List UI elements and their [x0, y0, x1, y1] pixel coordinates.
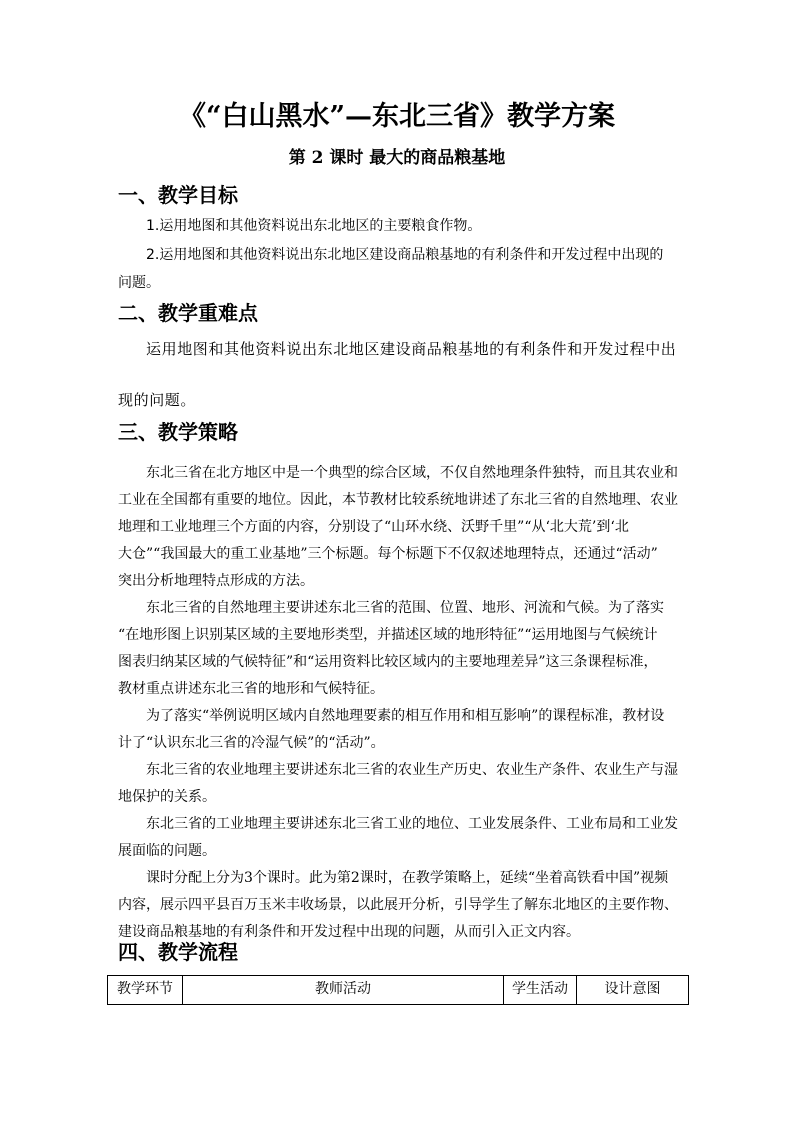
paragraph-line: 计了“认识东北三省的冷湿气候”的“活动”。: [118, 735, 385, 751]
header-cell-student-activity: 学生活动: [504, 976, 577, 1005]
paragraph-line: 问题。: [118, 275, 160, 291]
paragraph-line: 为了落实“举例说明区域内自然地理要素的相互作用和相互影响”的课程标准，教材设: [146, 708, 665, 724]
paragraph-line: 工业在全国都有重要的地位。因此，本节教材比较系统地讲述了东北三省的自然地理、农业: [118, 492, 678, 508]
table-header-row: [108, 976, 689, 1005]
paragraph-line: 大仓”“我国最大的重工业基地”三个标题。每个标题下不仅叙述地理特点，还通过“活动”: [118, 546, 658, 562]
lesson-subtitle: 第 2 课时 最大的商品粮基地: [288, 148, 506, 168]
document-title: 《“白山黑水”—东北三省》教学方案: [178, 101, 616, 132]
paragraph-line: 东北三省在北方地区中是一个典型的综合区域，不仅自然地理条件独特，而且其农业和: [146, 465, 678, 481]
paragraph-line: “在地形图上识别某区域的主要地形类型，并描述区域的地形特征”“运用地图与气候统计: [118, 627, 658, 643]
section-heading-key-points: 二、教学重难点: [118, 301, 258, 325]
paragraph-line: 教材重点讲述东北三省的地形和气候特征。: [118, 681, 384, 697]
header-cell-teacher-activity: 教师活动: [183, 976, 504, 1005]
paragraph-line: 2.运用地图和其他资料说出东北地区建设商品粮基地的有利条件和开发过程中出现的: [146, 247, 664, 263]
paragraph-line: 东北三省的农业地理主要讲述东北三省的农业生产历史、农业生产条件、农业生产与湿: [146, 762, 678, 778]
paragraph-line: 地理和工业地理三个方面的内容，分别设了“山环水绕、沃野千里”“从‘北大荒’到‘北: [118, 519, 629, 535]
paragraph-line: 建设商品粮基地的有利条件和开发过程中出现的问题，从而引入正文内容。: [118, 924, 580, 940]
paragraph-line: 展面临的问题。: [118, 843, 216, 859]
paragraph-line: 突出分析地理特点形成的方法。: [118, 573, 314, 589]
teaching-flow-table: [107, 975, 689, 1005]
paragraph-line: 东北三省的工业地理主要讲述东北三省工业的地位、工业发展条件、工业布局和工业发: [146, 816, 678, 832]
paragraph-line: 课时分配上分为3个课时。此为第2课时，在教学策略上，延续“坐着高铁看中国”视频: [146, 870, 669, 886]
paragraph-line: 东北三省的自然地理主要讲述东北三省的范围、位置、地形、河流和气候。为了落实: [146, 600, 664, 616]
section-heading-process: 四、教学流程: [118, 940, 238, 964]
section-heading-strategy: 三、教学策略: [118, 420, 238, 444]
header-cell-stage: 教学环节: [108, 976, 183, 1005]
section-heading-objectives: 一、教学目标: [118, 183, 238, 207]
paragraph-line: 地保护的关系。: [118, 789, 216, 805]
paragraph-line: 运用地图和其他资料说出东北地区建设商品粮基地的有利条件和开发过程中出: [146, 340, 677, 358]
paragraph-line: 现的问题。: [118, 391, 197, 409]
header-cell-design-intent: 设计意图: [577, 976, 689, 1005]
paragraph-line: 图表归纳某区域的气候特征”和“运用资料比较区域内的主要地理差异”这三条课程标准，: [118, 654, 658, 670]
paragraph-line: 1.运用地图和其他资料说出东北地区的主要粮食作物。: [146, 218, 482, 234]
paragraph-line: 内容，展示四平县百万玉米丰收场景，以此展开分析，引导学生了解东北地区的主要作物、: [118, 897, 678, 913]
